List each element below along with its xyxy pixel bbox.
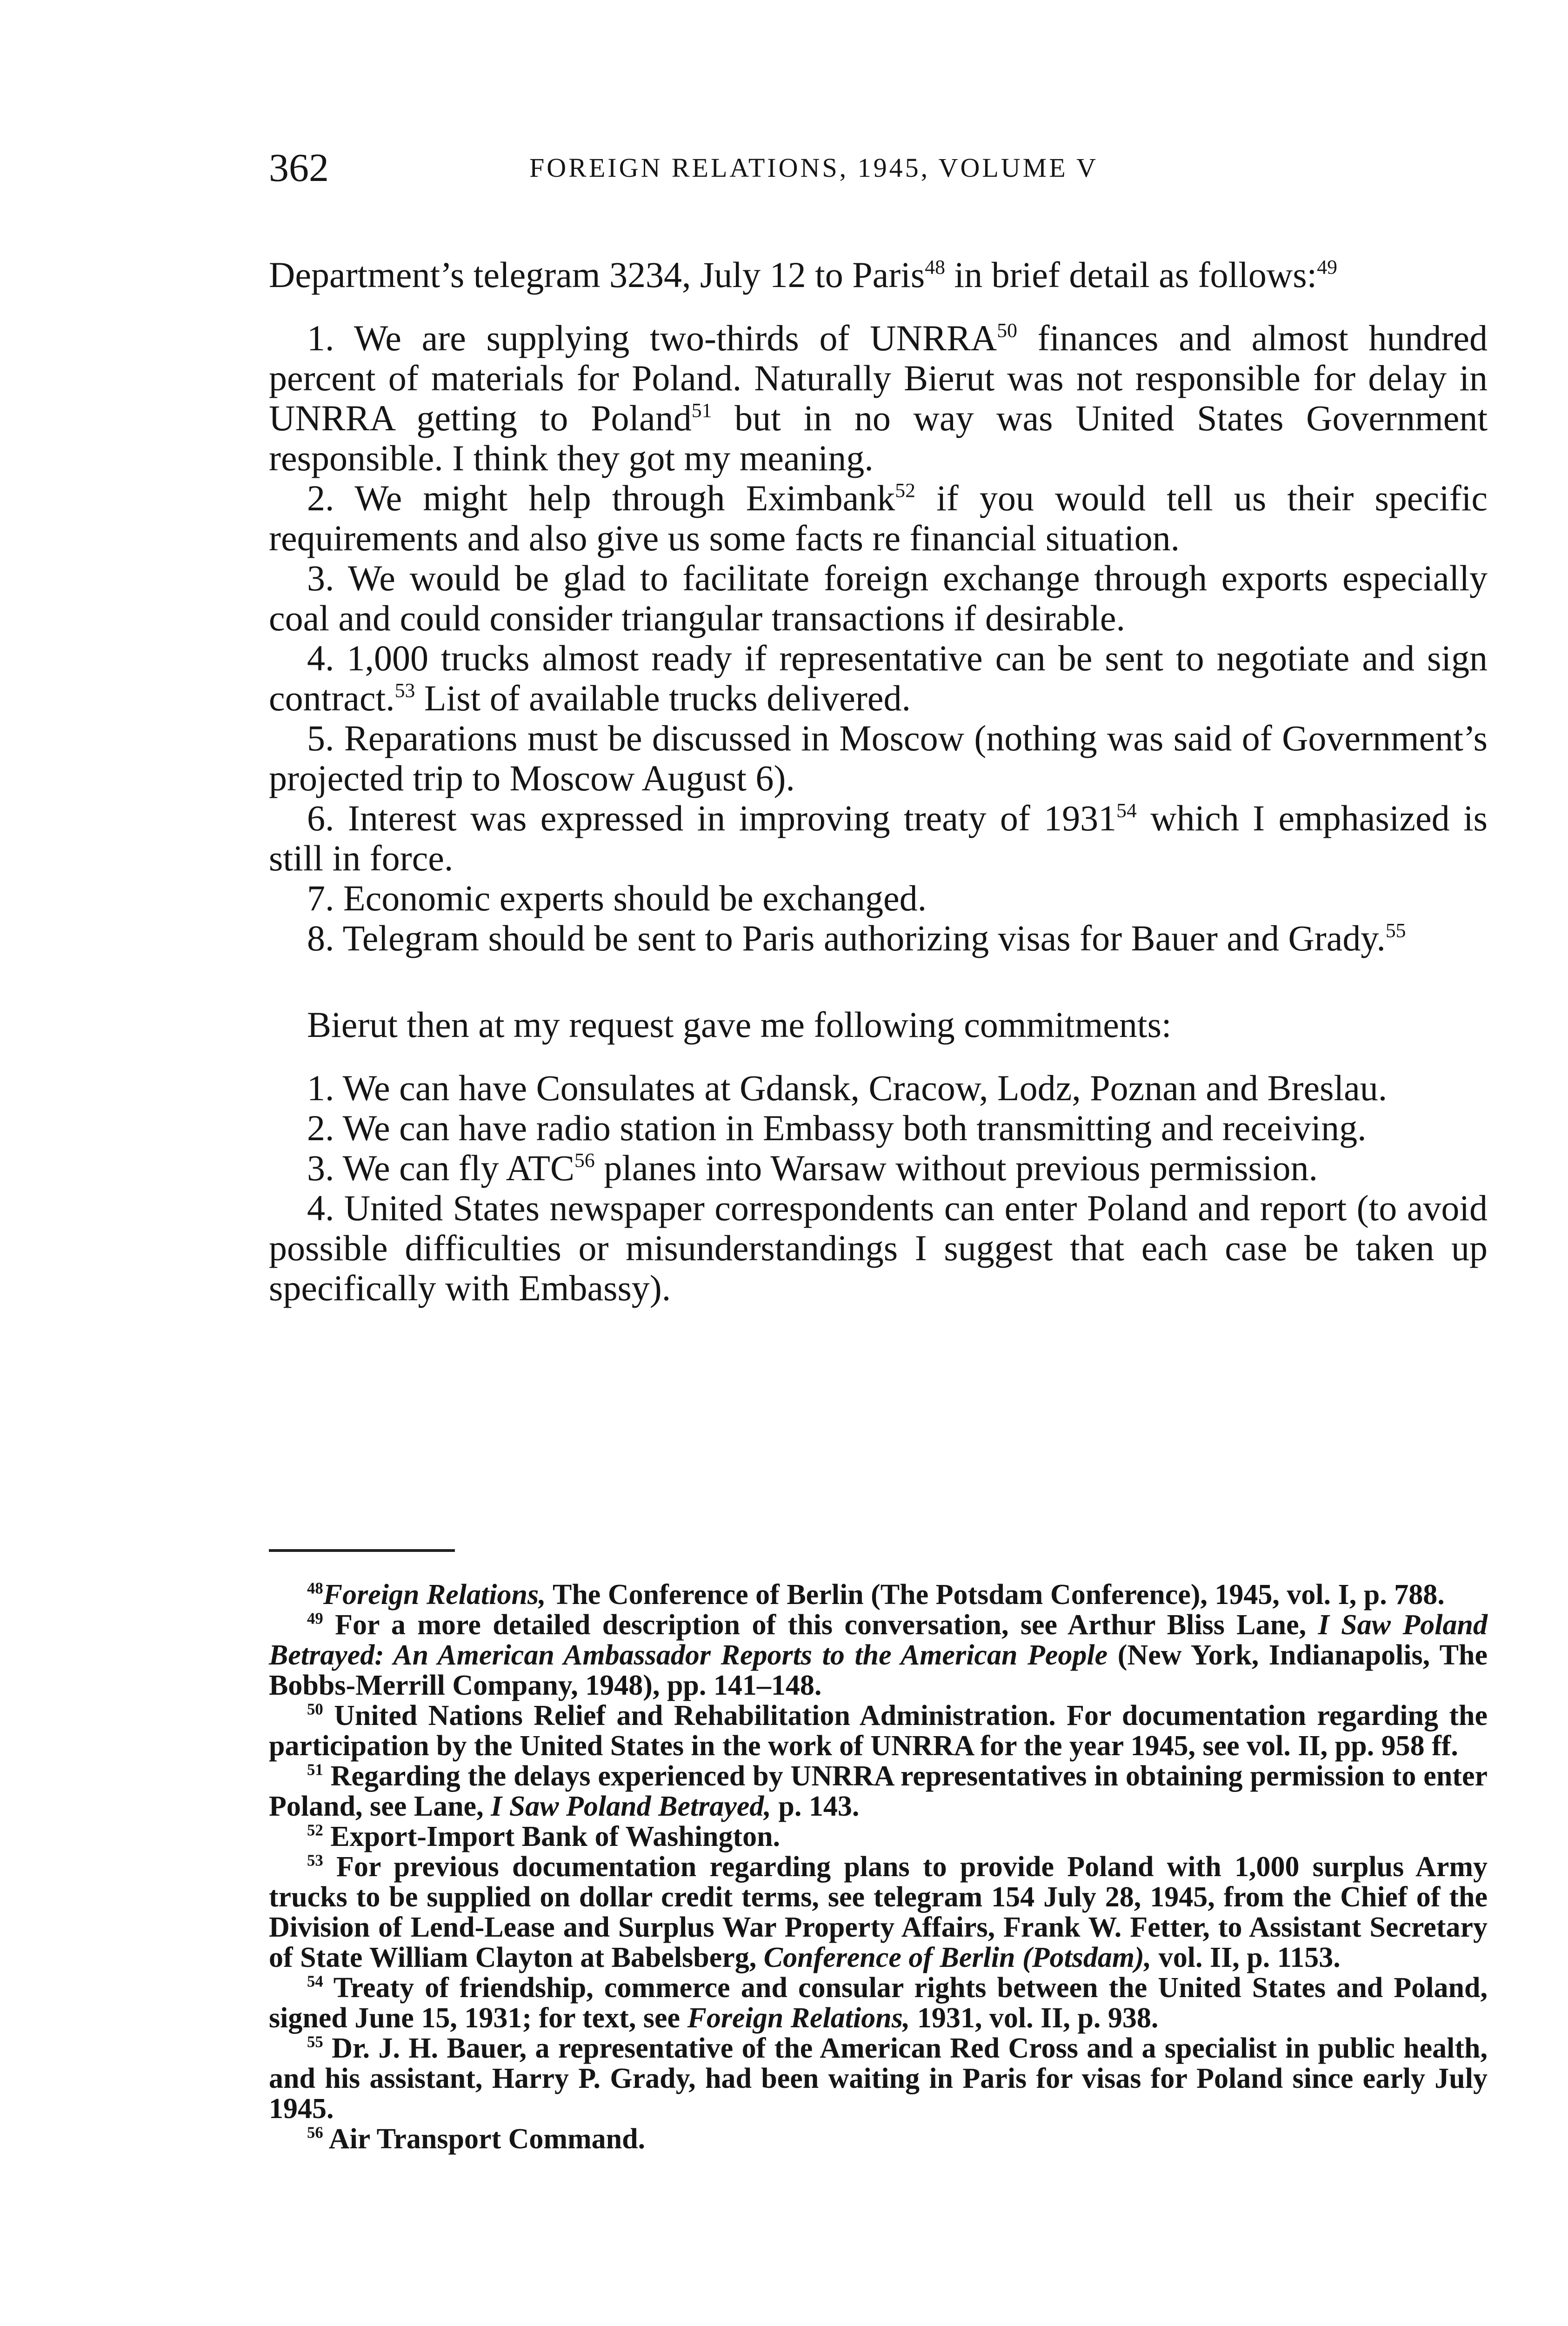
commitments-intro: Bierut then at my request gave me following commitments: xyxy=(307,1004,1172,1045)
footnote-49: $^{49}$ For a more detailed description of this conversation, see Arthur Bliss Lane, I Saw Poland Betrayed: An American Ambassador Reports to the American People (New York, Indianapolis, The Bobbs-Merrill Company, 1948), pp. 141–148. xyxy=(269,1609,1488,1701)
footnote-ref[interactable]: 50 xyxy=(997,319,1017,342)
footnote-ref[interactable]: 48 xyxy=(925,256,945,279)
point-6: 6. Interest was expressed in improving treaty of 1931$^{54}$ which I emphasized is still in force. xyxy=(269,798,1488,878)
footnotes xyxy=(269,1580,1488,2154)
footnote-ref[interactable]: 53 xyxy=(394,679,415,702)
body-text xyxy=(269,255,1488,1308)
footnote-52: $^{52}$ Export-Import Bank of Washington. xyxy=(307,1821,781,1852)
running-head xyxy=(269,140,1278,195)
intro-paragraph: Department’s telegram 3234, July 12 to Paris$^{48}$ in brief detail as follows:$^{49}$ xyxy=(269,254,1337,295)
point-5: 5. Reparations must be discussed in Moscow (nothing was said of Government’s projected trip to Moscow August 6). xyxy=(269,718,1488,798)
footnote-48: $^{48}$Foreign Relations, The Conference of Berlin (The Potsdam Conference), 1945, vol. I, p. 788. xyxy=(307,1579,1445,1611)
running-title: FOREIGN RELATIONS, 1945, VOLUME V xyxy=(529,153,1098,183)
point-2: 2. We might help through Eximbank$^{52}$ if you would tell us their specific requirements and also give us some facts re financial situation. xyxy=(269,478,1488,558)
point-1: 1. We are supplying two-thirds of UNRRA$^{50}$ finances and almost hundred percent of materials for Poland. Naturally Bierut was not responsible for delay in UNRRA getting to Poland$^{51}$ but in no way was United States Government responsible. I think they got my meaning. xyxy=(269,318,1488,478)
page-number: 362 xyxy=(269,145,329,190)
footnote-ref[interactable]: 52 xyxy=(895,479,915,502)
footnote-51: $^{51}$ Regarding the delays experienced by UNRRA representatives in obtaining permission to enter Poland, see Lane, I Saw Poland Betrayed, p. 143. xyxy=(269,1760,1488,1822)
footnote-ref[interactable]: 56 xyxy=(574,1149,595,1172)
footnote-50: $^{50}$ United Nations Relief and Rehabilitation Administration. For documentation regarding the participation by the United States in the work of UNRRA for the year 1945, see vol. II, pp. 958 ff. xyxy=(269,1700,1488,1762)
commitment-2: 2. We can have radio station in Embassy both transmitting and receiving. xyxy=(307,1108,1367,1148)
footnote-55: $^{55}$ Dr. J. H. Bauer, a representative of the American Red Cross and a specialist in public health, and his assistant, Harry P. Grady, had been waiting in Paris for visas for Poland since early July 1945. xyxy=(269,2032,1488,2125)
commitment-1: 1. We can have Consulates at Gdansk, Cracow, Lodz, Poznan and Breslau. xyxy=(307,1068,1388,1108)
footnote-54: $^{54}$ Treaty of friendship, commerce and consular rights between the United States and Poland, signed June 15, 1931; for text, see Foreign Relations, 1931, vol. II, p. 938. xyxy=(269,1972,1488,2034)
point-3: 3. We would be glad to facilitate foreign exchange through exports especially coal and could consider triangular transactions if desirable. xyxy=(269,558,1488,638)
footnote-56: $^{56}$ Air Transport Command. xyxy=(307,2123,646,2155)
footnote-ref[interactable]: 51 xyxy=(691,399,712,422)
footnote-53: $^{53}$ For previous documentation regarding plans to provide Poland with 1,000 surplus Army trucks to be supplied on dollar credit terms, see telegram 154 July 28, 1945, from the Chief of the Division of Lend-Lease and Surplus War Property Affairs, Frank W. Fetter, to Assistant Secretary of State William Clayton at Babelsberg, Conference of Berlin (Potsdam), vol. II, p. 1153. xyxy=(269,1851,1488,1973)
point-8: 8. Telegram should be sent to Paris authorizing visas for Bauer and Grady.$^{55}$ xyxy=(307,918,1406,958)
footnote-ref[interactable]: 49 xyxy=(1317,256,1337,279)
footnote-ref[interactable]: 54 xyxy=(1116,799,1137,822)
commitment-3: 3. We can fly ATC$^{56}$ planes into Warsaw without previous permission. xyxy=(307,1148,1318,1188)
commitment-4: 4. United States newspaper correspondents can enter Poland and report (to avoid possible difficulties or misunderstandings I suggest that each case be taken up specifically with Embassy). xyxy=(269,1188,1488,1308)
footnote-ref[interactable]: 55 xyxy=(1385,919,1406,942)
point-4: 4. 1,000 trucks almost ready if representative can be sent to negotiate and sign contract.$^{53}$ List of available trucks delivered. xyxy=(269,638,1488,718)
point-7: 7. Economic experts should be exchanged. xyxy=(307,878,927,918)
footnote-separator xyxy=(269,1549,455,1552)
